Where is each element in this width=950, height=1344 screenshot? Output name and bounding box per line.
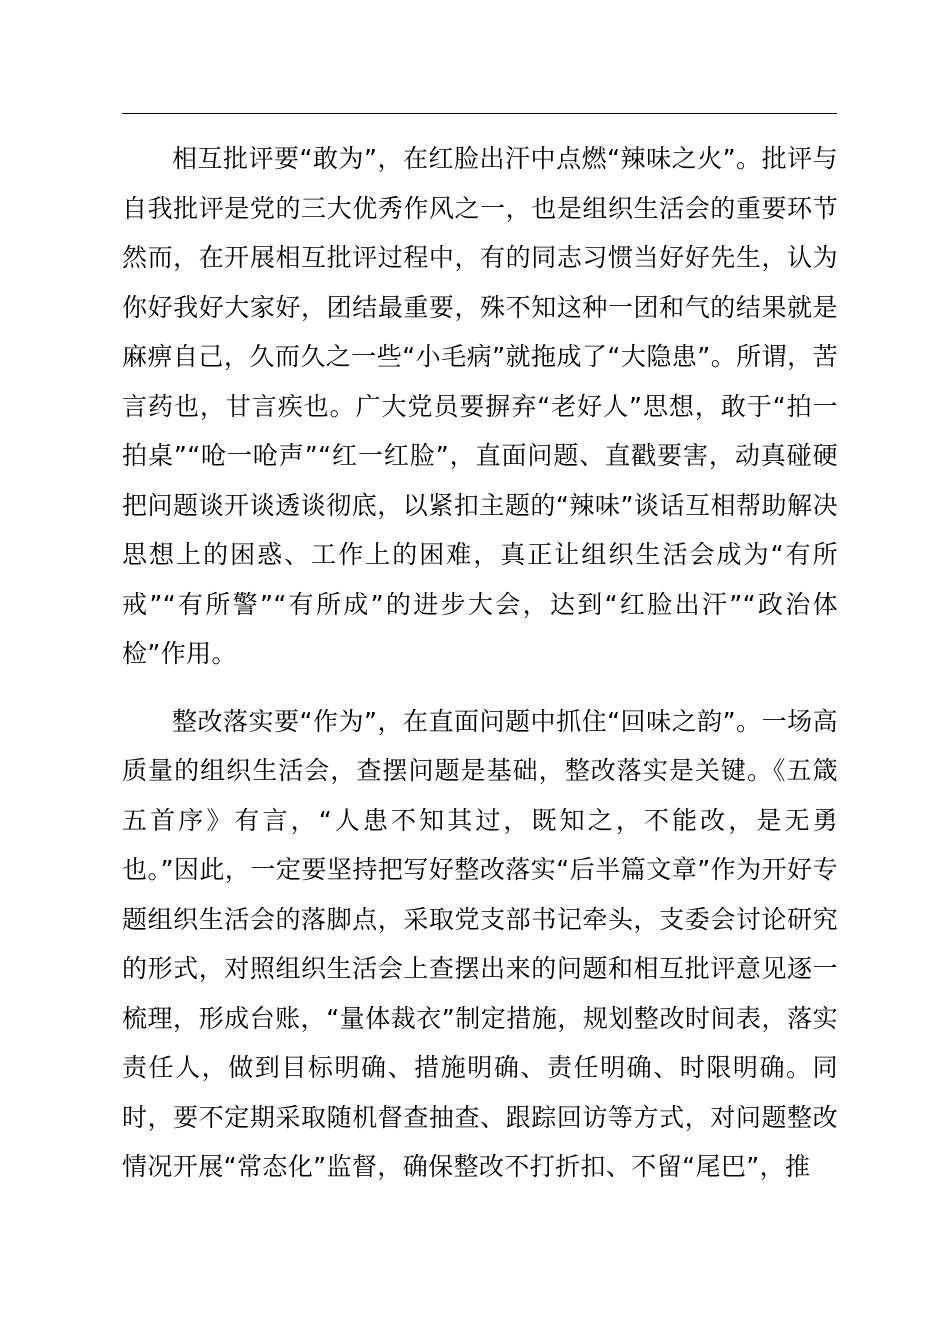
document-body [122, 134, 838, 1192]
paragraph-rectification: 整改落实要“作为”，在直面问题中抓住“回味之韵”。一场高质量的组织生活会，查摆问题是基础，整改落实是关键。《五箴五首序》有言，“人患不知其过，既知之，不能改，是无勇也。”因此，一定要坚持把写好整改落实“后半篇文章”作为开好专题组织生活会的落脚点，采取党支部书记牵头，支委会讨论研究的形式，对照组织生活会上查摆出来的问题和相互批评意见逐一梳理，形成台账，“量体裁衣”制定措施，规划整改时间表，落实责任人，做到目标明确、措施明确、责任明确、时限明确。同时，要不定期采取随机督查抽查、跟踪回访等方式，对问题整改情况开展“常态化”监督，确保整改不打折扣、不留“尾巴”，推 [122, 706, 838, 1181]
paragraph-mutual-criticism: 相互批评要“敢为”，在红脸出汗中点燃“辣味之火”。批评与自我批评是党的三大优秀作风之一，也是组织生活会的重要环节然而，在开展相互批评过程中，有的同志习惯当好好先生，认为你好我好大家好，团结最重要，殊不知这种一团和气的结果就是麻痹自己，久而久之一些“小毛病”就拖成了“大隐患”。所谓，苦言药也，甘言疾也。广大党员要摒弃“老好人”思想，敢于“拍一拍桌”“呛一呛声”“红一红脸”，直面问题、直戳要害，动真碰硬把问题谈开谈透谈彻底，以紧扣主题的“辣味”谈话互相帮助解决思想上的困惑、工作上的困难，真正让组织生活会成为“有所戒”“有所警”“有所成”的进步大会，达到“红脸出汗”“政治体检”作用。 [122, 144, 838, 668]
header-rule [122, 113, 837, 114]
